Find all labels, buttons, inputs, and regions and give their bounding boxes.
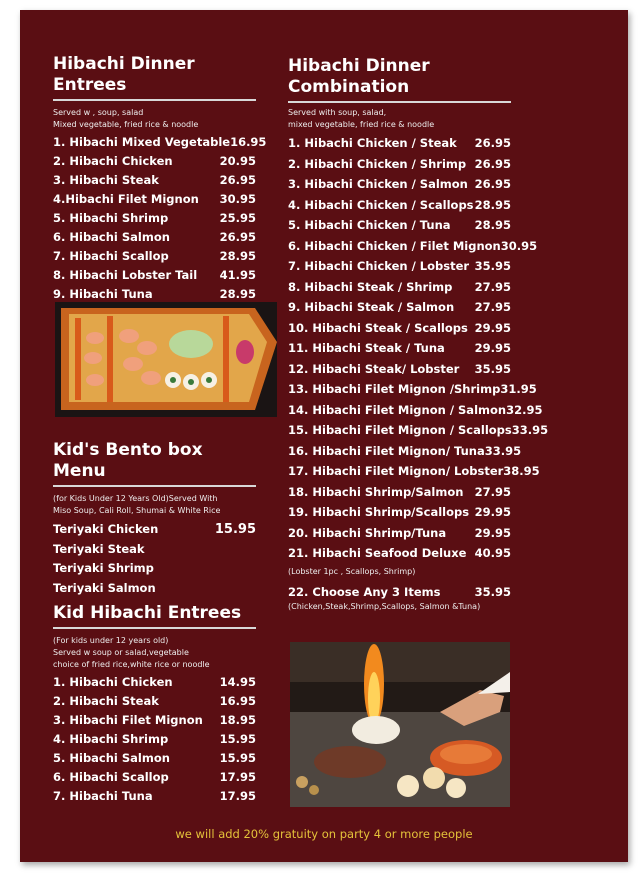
item-price: 15.95 <box>219 732 256 746</box>
gratuity-notice: we will add 20% gratuity on party 4 or more people <box>175 827 473 841</box>
item-price: 18.95 <box>219 713 256 727</box>
menu-item-row <box>288 256 511 277</box>
kid-items-list <box>53 673 256 806</box>
item-name: 12. Hibachi Steak/ Lobster <box>288 361 460 376</box>
item-price: 27.95 <box>474 300 511 314</box>
item-name: Teriyaki Salmon <box>53 580 156 595</box>
title-divider <box>288 101 511 103</box>
menu-item-row <box>53 749 256 768</box>
menu-item-row <box>288 543 511 564</box>
combo-items-list <box>288 133 549 564</box>
menu-item-row <box>53 152 256 171</box>
item-price: 26.95 <box>474 156 511 171</box>
item-price: 27.95 <box>474 484 511 499</box>
item-name: 22. Choose Any 3 Items <box>288 584 441 599</box>
item-name: 7. Hibachi Chicken / Lobster <box>288 259 470 273</box>
menu-item-row <box>53 579 256 599</box>
menu-item-row <box>288 215 511 236</box>
item-name: 6. Hibachi Salmon <box>53 230 170 244</box>
item-name: 2. Hibachi Chicken <box>53 154 173 168</box>
sushi-boat-photo <box>55 302 277 417</box>
menu-item-row <box>288 441 522 462</box>
menu-item-row <box>288 277 511 298</box>
menu-item-row <box>53 520 256 540</box>
item-price: 31.95 <box>500 382 537 396</box>
item-name: 6. Hibachi Scallop <box>53 770 169 784</box>
title-divider <box>53 627 256 629</box>
menu-item-row <box>53 730 256 749</box>
item-price: 15.95 <box>219 751 256 765</box>
item-name: 3. Hibachi Steak <box>53 173 159 187</box>
item-name: 1. Hibachi Chicken / Steak <box>288 136 457 150</box>
menu-item-row <box>288 297 511 318</box>
item-price: 29.95 <box>474 505 511 519</box>
menu-item-row <box>288 318 511 339</box>
menu-item-row <box>288 379 537 400</box>
bento-title: Kid's Bento box Menu <box>53 440 203 481</box>
combo-title-line-2: Combination <box>288 77 410 97</box>
item-price: 29.95 <box>474 525 511 540</box>
combo-note-line-2: mixed vegetable, fried rice & noodle <box>288 120 435 129</box>
item-price: 20.95 <box>219 154 256 168</box>
item-price: 16.95 <box>230 135 267 149</box>
dinner-note-line-2: Mixed vegetable, fried rice & noodle <box>53 120 199 129</box>
item-name: 8. Hibachi Lobster Tail <box>53 268 198 282</box>
item-price: 28.95 <box>474 197 511 212</box>
item-price: 17.95 <box>219 770 256 784</box>
item-name: 14. Hibachi Filet Mignon / Salmon <box>288 402 507 417</box>
kid-note-line-3: choice of fried rice,white rice or noodle <box>53 660 210 669</box>
kid-hibachi-title: Kid Hibachi Entrees <box>53 603 242 623</box>
item-price: 28.95 <box>219 287 256 301</box>
item-name: 3. Hibachi Filet Mignon <box>53 713 203 727</box>
menu-item-row <box>53 787 256 806</box>
item-price: 29.95 <box>474 320 511 335</box>
menu-item-row <box>288 133 511 154</box>
item-name: 4. Hibachi Shrimp <box>53 732 169 746</box>
title-divider <box>53 485 256 487</box>
item-price: 16.95 <box>219 694 256 708</box>
menu-item-row <box>53 559 256 579</box>
item-name: 4. Hibachi Chicken / Scallops <box>288 197 474 212</box>
menu-item-row <box>288 154 511 175</box>
item-price: 29.95 <box>474 341 511 355</box>
menu-item-row <box>53 711 256 730</box>
item-name: 16. Hibachi Filet Mignon/ Tuna <box>288 443 485 458</box>
item-name: 19. Hibachi Shrimp/Scallops <box>288 505 470 519</box>
item-price: 32.95 <box>506 402 543 417</box>
item-price: 41.95 <box>219 268 256 282</box>
item-price: 33.95 <box>484 443 522 458</box>
menu-item-row <box>288 195 511 216</box>
kids-bento-section <box>53 440 256 598</box>
item-name: 2. Hibachi Steak <box>53 694 159 708</box>
item-name: 7. Hibachi Scallop <box>53 249 169 263</box>
menu-item-row <box>53 540 256 560</box>
bento-note-line-1: (for Kids Under 12 Years Old)Served With <box>53 494 218 503</box>
item-name: 2. Hibachi Chicken / Shrimp <box>288 156 467 171</box>
item-price: 40.95 <box>474 546 511 560</box>
menu-item-row <box>288 523 511 544</box>
dinner-entrees-section <box>53 54 267 304</box>
item-name: 21. Hibachi Seafood Deluxe <box>288 546 467 560</box>
dinner-items-list <box>53 133 267 304</box>
menu-item-row <box>53 692 256 711</box>
dinner-note-line-1: Served w , soup, salad <box>53 108 144 117</box>
item-price: 26.95 <box>474 177 511 191</box>
item-price: 38.95 <box>503 464 540 478</box>
item-price: 26.95 <box>219 173 256 187</box>
bento-note-line-2: Miso Soup, Cali Roll, Shumai & White Rice <box>53 506 221 515</box>
menu-item-row <box>288 461 540 482</box>
item-name: 11. Hibachi Steak / Tuna <box>288 341 445 355</box>
item-price: 33.95 <box>511 423 549 437</box>
item-price: 30.95 <box>500 238 538 253</box>
combo-title-line-1: Hibachi Dinner <box>288 56 430 76</box>
item-price: 15.95 <box>214 522 256 537</box>
menu-item-row <box>53 209 256 228</box>
item-name: 15. Hibachi Filet Mignon / Scallops <box>288 423 512 437</box>
item-name: 5. Hibachi Shrimp <box>53 211 169 225</box>
menu-item-row <box>288 359 511 380</box>
menu-item-row <box>53 266 256 285</box>
item-name: 4.Hibachi Filet Mignon <box>53 192 199 206</box>
menu-item-row <box>53 247 256 266</box>
menu-item-row <box>53 171 256 190</box>
menu-item-row <box>288 482 511 503</box>
menu-item-row <box>288 174 511 195</box>
item-price: 27.95 <box>474 279 511 294</box>
dinner-entrees-title: Hibachi Dinner Entrees <box>53 54 195 95</box>
kid-note-line-1: (For kids under 12 years old) <box>53 636 169 645</box>
item-name: 6. Hibachi Chicken / Filet Mignon <box>288 238 501 253</box>
item-name: 5. Hibachi Salmon <box>53 751 170 765</box>
kid-hibachi-section <box>53 603 256 806</box>
item-name: 8. Hibachi Steak / Shrimp <box>288 279 453 294</box>
item-name: 1. Hibachi Chicken <box>53 675 173 689</box>
item-price: 17.95 <box>219 789 256 803</box>
item-price: 26.95 <box>219 230 256 244</box>
dinner-combination-section <box>288 56 549 613</box>
menu-item-row <box>53 673 256 692</box>
kid-note-line-2: Served w soup or salad,vegetable <box>53 648 189 657</box>
item-name: 3. Hibachi Chicken / Salmon <box>288 177 468 191</box>
menu-item-row <box>53 228 256 247</box>
item-name: 1. Hibachi Mixed Vegetable <box>53 135 231 149</box>
item-name: 20. Hibachi Shrimp/Tuna <box>288 525 447 540</box>
menu-item-row <box>53 133 267 152</box>
seafood-deluxe-note: (Lobster 1pc , Scallops, Shrimp) <box>288 566 416 576</box>
item-name: 17. Hibachi Filet Mignon/ Lobster <box>288 464 504 478</box>
item-name: Teriyaki Steak <box>53 541 145 556</box>
hibachi-grill-photo <box>290 642 510 807</box>
title-divider <box>53 99 256 101</box>
item-price: 25.95 <box>219 211 256 225</box>
item-name: 9. Hibachi Steak / Salmon <box>288 300 455 314</box>
item-name: 13. Hibachi Filet Mignon /Shrimp <box>288 382 501 396</box>
item-name: 18. Hibachi Shrimp/Salmon <box>288 484 464 499</box>
item-price: 28.95 <box>219 249 256 263</box>
item-name: Teriyaki Chicken <box>53 522 159 536</box>
item-price: 30.95 <box>219 192 256 206</box>
menu-page <box>20 10 628 862</box>
item-price: 35.95 <box>474 584 511 599</box>
menu-item-row <box>288 584 511 601</box>
menu-item-row <box>288 420 549 441</box>
combo-note-line-1: Served with soup, salad, <box>288 108 387 117</box>
item-name: 10. Hibachi Steak / Scallops <box>288 320 468 335</box>
menu-item-row <box>288 400 543 421</box>
item-price: 28.95 <box>474 218 511 232</box>
menu-item-row <box>288 502 511 523</box>
choose-items-note: (Chicken,Steak,Shrimp,Scallops, Salmon &Tuna) <box>288 601 481 611</box>
menu-item-row <box>288 236 538 257</box>
item-name: 7. Hibachi Tuna <box>53 789 153 803</box>
item-price: 14.95 <box>219 675 256 689</box>
item-price: 35.95 <box>474 259 511 273</box>
bento-items-list <box>53 520 256 598</box>
item-name: 5. Hibachi Chicken / Tuna <box>288 218 451 232</box>
menu-item-row <box>288 338 511 359</box>
menu-item-row <box>53 768 256 787</box>
menu-item-row <box>53 190 256 209</box>
item-name: Teriyaki Shrimp <box>53 561 154 575</box>
item-price: 26.95 <box>474 136 511 150</box>
item-name: 9. Hibachi Tuna <box>53 287 153 301</box>
item-price: 35.95 <box>474 361 511 376</box>
